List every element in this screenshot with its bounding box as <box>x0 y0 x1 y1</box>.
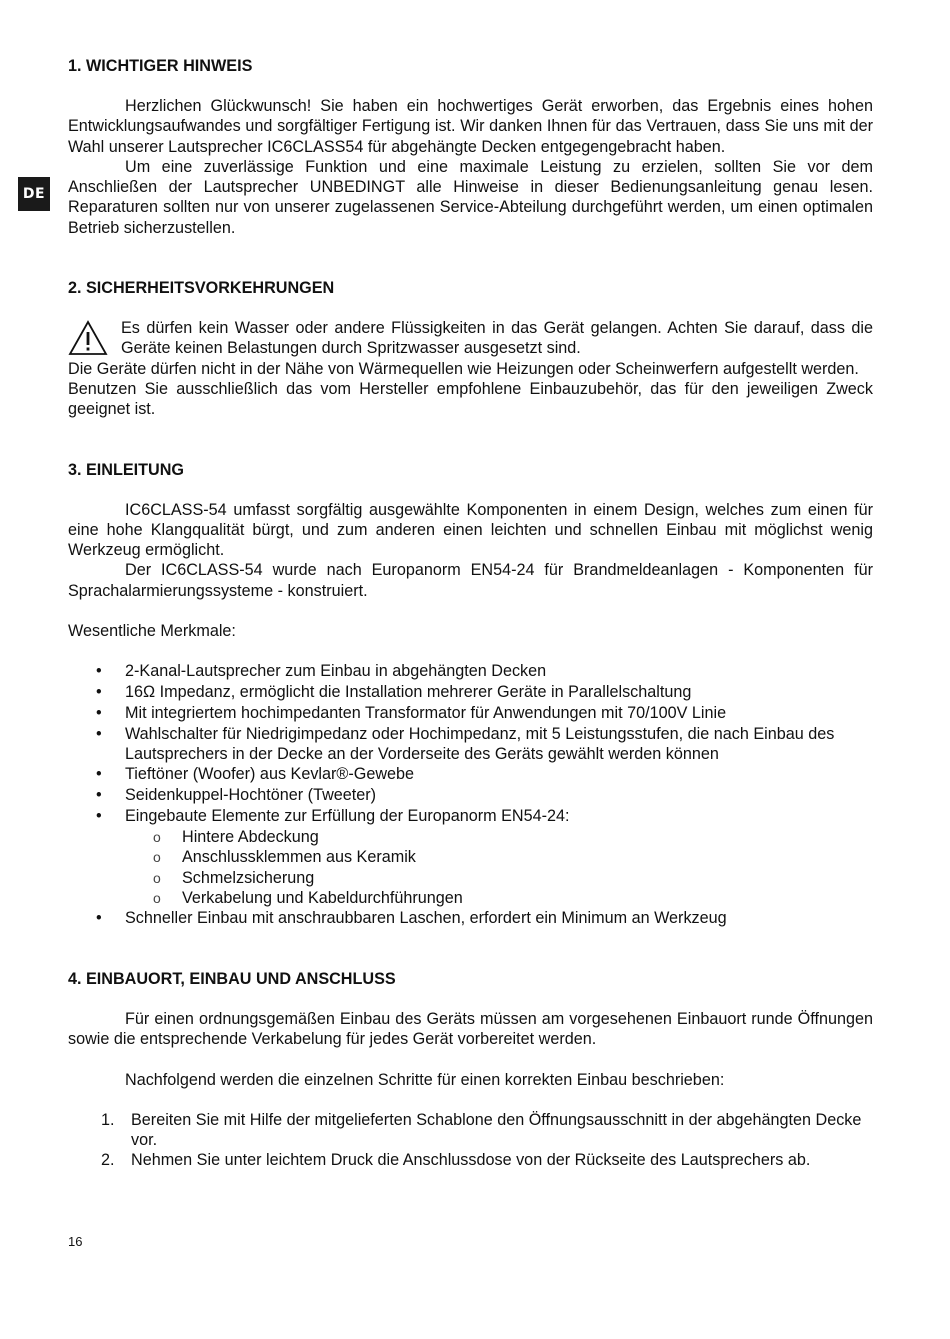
list-item: 1. Bereiten Sie mit Hilfe der mitgelieferten Schablone den Öffnungsausschnitt in der abgehängten Decke vor. <box>101 1110 862 1149</box>
features-list <box>68 661 873 929</box>
section-2-paragraph-1: Die Geräte dürfen nicht in der Nähe von Wärmequellen wie Heizungen oder Scheinwerfern aufgestellt werden. <box>68 359 859 378</box>
bullet: • <box>96 765 102 784</box>
section-1-paragraph-1: Herzlichen Glückwunsch! Sie haben ein hochwertiges Gerät erworben, das Ergebnis eines hohen Entwicklungsaufwandes und sorgfältiger Fertigung ist. Wir danken Ihnen für das Vertrauen, dass Sie uns mit der Wahl unserer Lautsprecher IC6CLASS54 für abgehängte Decken entgegengebracht haben. <box>68 97 873 156</box>
list-item: • Tieftöner (Woofer) aus Kevlar®-Gewebe <box>96 765 415 784</box>
sub-bullet: o <box>153 869 161 886</box>
sub-bullet: o <box>153 849 161 866</box>
bullet: • <box>96 909 102 927</box>
sub-list-item: o Anschlussklemmen aus Keramik <box>153 848 416 867</box>
bullet: • <box>96 786 102 805</box>
list-item: • Schneller Einbau mit anschraubbaren Laschen, erfordert ein Minimum an Werkzeug <box>96 909 727 927</box>
bullet: • <box>96 704 102 723</box>
list-item: 2. Nehmen Sie unter leichtem Druck die Anschlussdose von der Rückseite des Lautsprechers ab. <box>101 1151 811 1170</box>
features-label: Wesentliche Merkmale: <box>68 622 236 641</box>
sub-bullet: o <box>153 889 161 906</box>
sub-bullet: o <box>153 829 161 846</box>
warning-text: Es dürfen kein Wasser oder andere Flüssigkeiten in das Gerät gelangen. Achten Sie darauf, dass die Geräte keinen Belastungen durch Spritzwasser ausgesetzt sind. <box>121 319 873 358</box>
bullet: • <box>96 725 102 744</box>
list-item: • Mit integriertem hochimpedanten Transformator für Anwendungen mit 70/100V Linie <box>96 704 727 723</box>
bullet: • <box>96 662 102 681</box>
sub-list-item: o Hintere Abdeckung <box>153 828 319 847</box>
section-1-paragraph-2: Um eine zuverlässige Funktion und eine maximale Leistung zu erzielen, sollten Sie vor dem Anschließen der Lautsprecher UNBEDINGT alle Hinweise in dieser Bedienungsanleitung genau lesen. Reparaturen sollten nur von unserer zugelassenen Service-Abteilung durchgeführt werden, um einen optimalen Betrieb sicherzustellen. <box>68 157 873 237</box>
section-4-paragraph-2: Nachfolgend werden die einzelnen Schritte für einen korrekten Einbau beschrieben: <box>125 1070 725 1089</box>
list-item: • 2-Kanal-Lautsprecher zum Einbau in abgehängten Decken <box>96 662 547 681</box>
language-tab: DE <box>18 177 50 211</box>
sub-list-item: o Verkabelung und Kabeldurchführungen <box>153 888 463 907</box>
bullet: • <box>96 683 102 702</box>
installation-steps <box>68 1110 873 1171</box>
warning-triangle-icon <box>68 320 108 356</box>
section-2-paragraph-2: Benutzen Sie ausschließlich das vom Hersteller empfohlene Einbauzubehör, das für den jeweiligen Zweck geeignet ist. <box>68 379 873 419</box>
section-1-heading: 1. WICHTIGER HINWEIS <box>68 57 253 75</box>
document-page <box>68 56 873 1170</box>
section-4-paragraph-1: Für einen ordnungsgemäßen Einbau des Geräts müssen am vorgesehenen Einbauort runde Öffnungen sowie die entsprechende Verkabelung für jedes Gerät vorbereitet werden. <box>68 1009 873 1049</box>
section-3-heading: 3. EINLEITUNG <box>68 460 185 479</box>
sub-features-list <box>125 827 873 908</box>
section-3-paragraph-2: Der IC6CLASS-54 wurde nach Europanorm EN54-24 für Brandmeldeanlagen - Komponenten für Sprachalarmierungssysteme - konstruiert. <box>68 561 873 600</box>
list-item: • Wahlschalter für Niedrigimpedanz oder Hochimpedanz, mit 5 Leistungsstufen, die nach Einbau des Lautsprechers in der Decke an der Vorderseite des Geräts gewählt werden können <box>96 725 835 764</box>
section-3-paragraph-1: IC6CLASS-54 umfasst sorgfältig ausgewählte Komponenten in einem Design, welches zum einen für eine hohe Klangqualität bürgt, und zum anderen einen leichten und schnellen Einbau mit möglichst wenig Werkzeug ermöglicht. <box>68 500 873 560</box>
page-number: 16 <box>68 1234 83 1249</box>
list-item: • Eingebaute Elemente zur Erfüllung der Europanorm EN54-24: o Hintere Abdeckung o Anschlussklemmen aus Keramik o Schmelzsicherung o Verkabelung und Kabeldurchführungen <box>68 806 873 908</box>
list-item: • 16Ω Impedanz, ermöglicht die Installation mehrerer Geräte in Parallelschaltung <box>96 683 692 702</box>
list-item: • Seidenkuppel-Hochtöner (Tweeter) <box>96 786 377 805</box>
section-4-heading: 4. EINBAUORT, EINBAU UND ANSCHLUSS <box>68 969 396 988</box>
sub-list-item: o Schmelzsicherung <box>153 868 315 887</box>
section-2-heading: 2. SICHERHEITSVORKEHRUNGEN <box>68 279 335 298</box>
warning-block <box>68 318 873 359</box>
bullet: • <box>96 807 102 826</box>
